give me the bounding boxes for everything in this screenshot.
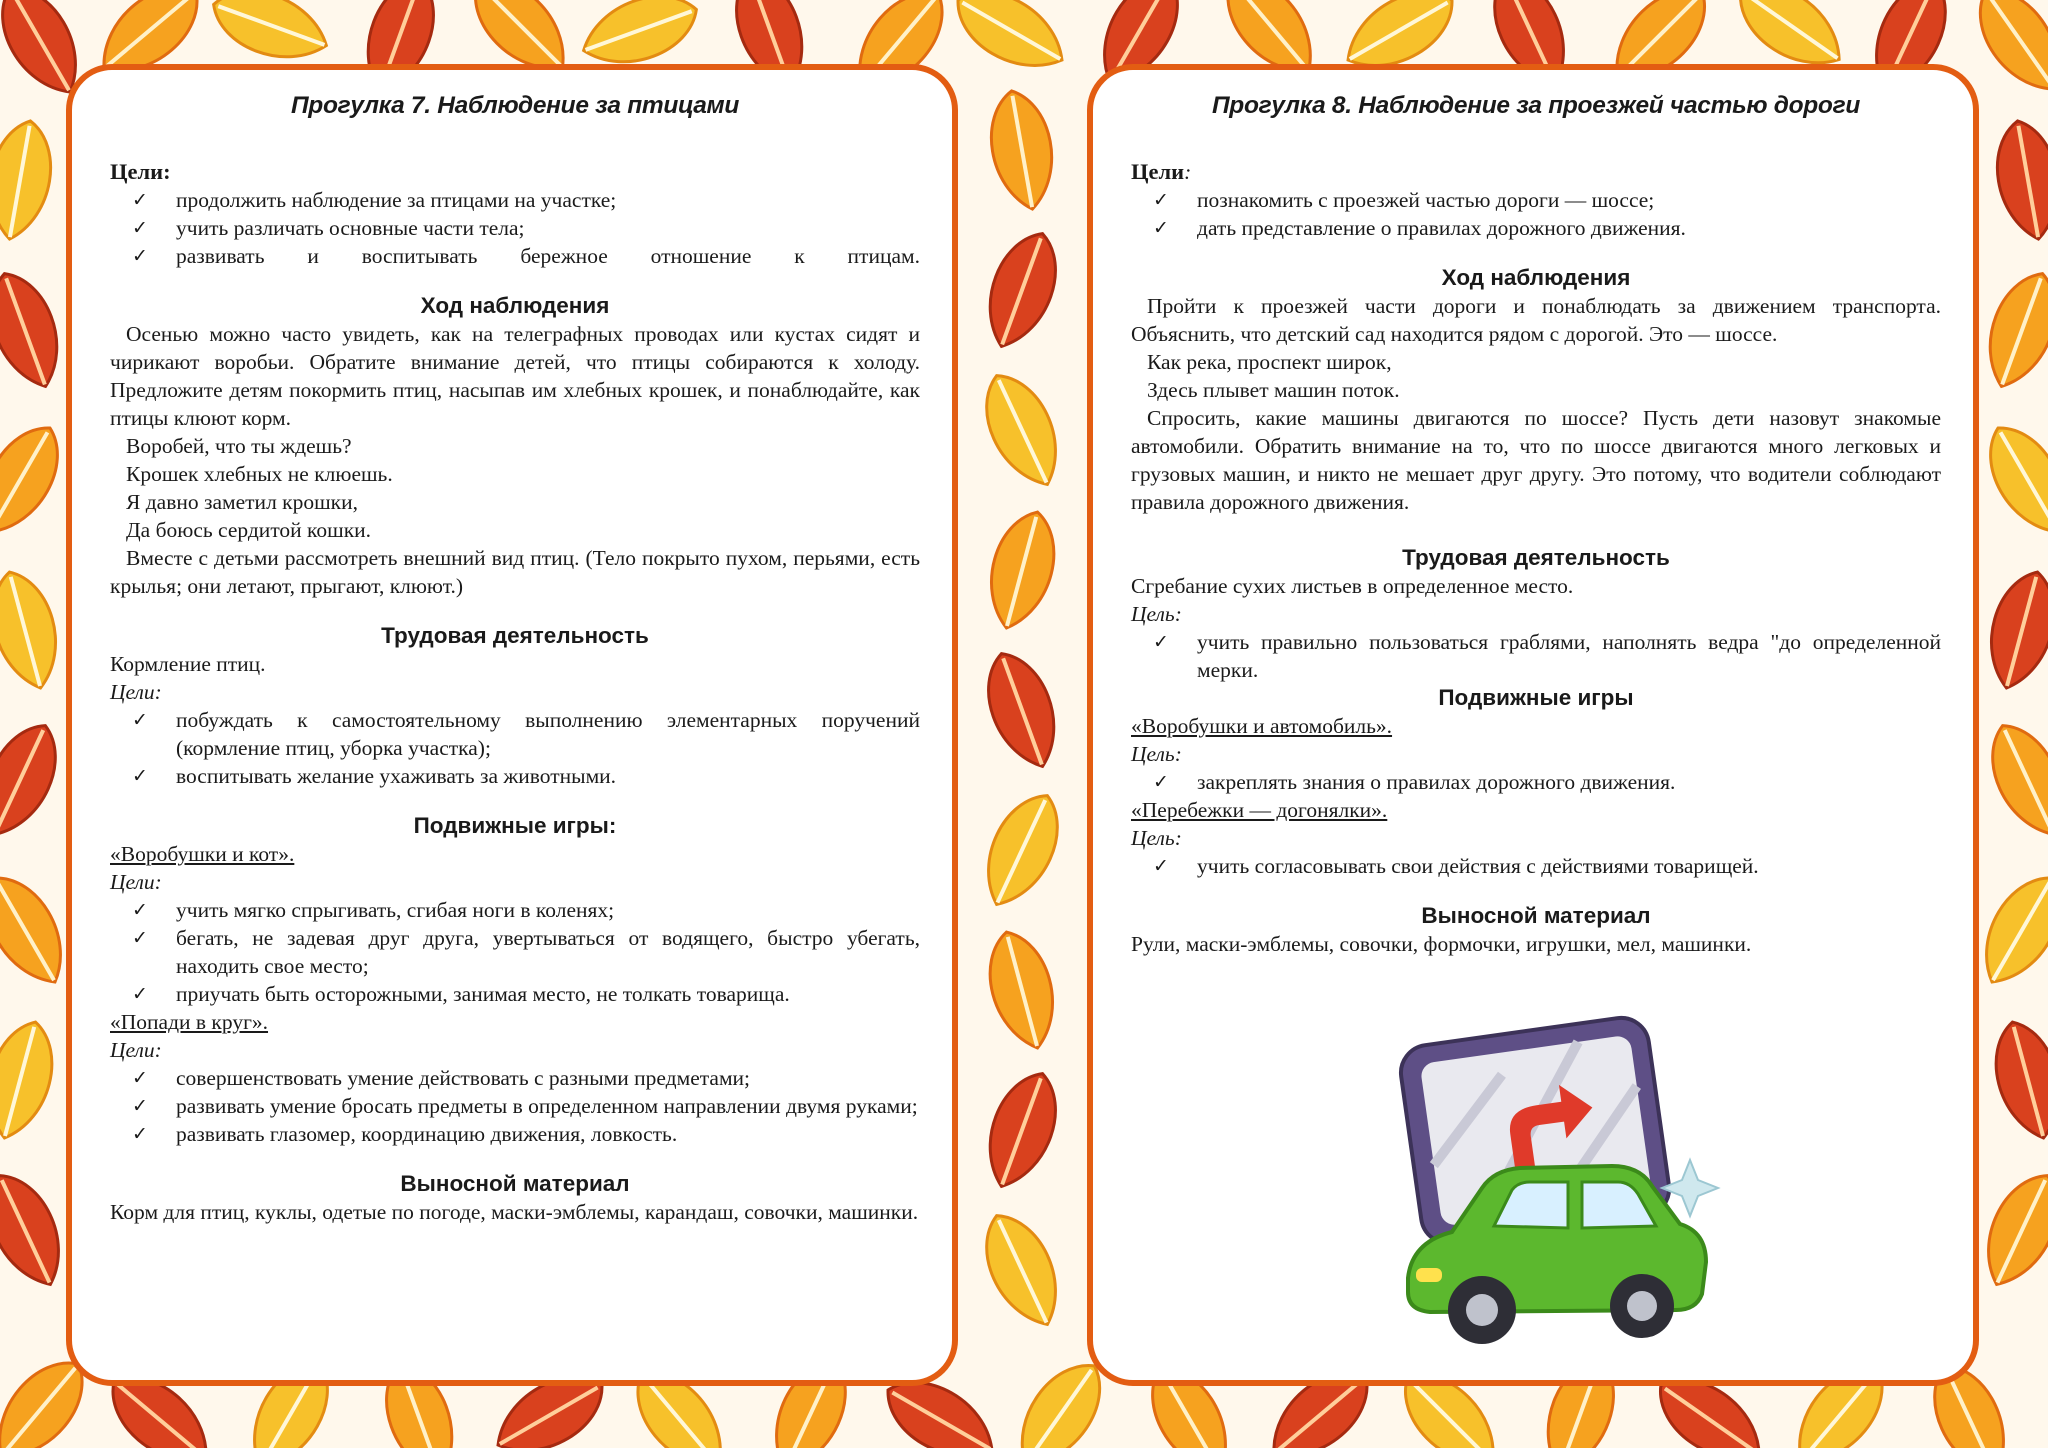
game-2-title: «Перебежки — догонялки».	[1131, 798, 1388, 822]
observation-heading: Ход наблюдения	[420, 293, 610, 318]
game-2-title: «Попади в круг».	[110, 1010, 269, 1034]
walk-7-card	[66, 64, 958, 1386]
goals-colon: :	[1184, 160, 1192, 184]
games-heading: Подвижные игры:	[413, 813, 617, 838]
walk-7-title: Прогулка 7. Наблюдение за птицами	[290, 92, 740, 119]
goals-list	[1131, 186, 1941, 242]
labor-text: Кормление птиц.	[110, 652, 266, 676]
check-icon: ✓	[132, 927, 148, 949]
game-2-goals-list	[110, 1064, 920, 1148]
labor-goals-list	[1131, 628, 1941, 684]
car-navigator-illustration	[1390, 1010, 1730, 1366]
observation-text-2: Вместе с детьми рассмотреть внешний вид птиц. (Тело покрыто пухом, перьями, есть крылья; они летают, прыгают, клюют.)	[110, 546, 920, 598]
check-icon: ✓	[132, 245, 148, 267]
list-item: ✓ учить согласовывать свои действия с действиями товарищей.	[1153, 854, 1759, 878]
list-item: ✓ дать представление о правилах дорожного движения.	[1153, 216, 1686, 240]
goals-heading: Цели	[1131, 159, 1185, 184]
poem-line: Здесь плывет машин поток.	[1147, 378, 1400, 402]
game-2-goals-list	[1131, 852, 1941, 880]
list-item: ✓ развивать умение бросать предметы в определенном направлении двумя руками;	[132, 1094, 918, 1118]
game-1-goal-label: Цель:	[1131, 742, 1182, 766]
list-item: ✓ воспитывать желание ухаживать за животными.	[132, 764, 617, 788]
check-icon: ✓	[132, 765, 148, 787]
check-icon: ✓	[132, 899, 148, 921]
poem-line: Как река, проспект широк,	[1147, 350, 1392, 374]
poem-line: Крошек хлебных не клюешь.	[126, 462, 393, 486]
list-item: ✓ развивать глазомер, координацию движения, ловкость.	[132, 1122, 678, 1146]
check-icon: ✓	[132, 1095, 148, 1117]
game-1-goals-list	[110, 896, 920, 1008]
observation-heading: Ход наблюдения	[1441, 265, 1631, 290]
poem-line: Воробей, что ты ждешь?	[126, 434, 352, 458]
observation-text-2: Спросить, какие машины двигаются по шоссе? Пусть дети назовут знакомые автомобили. Обратить внимание на то, что по шоссе двигаются много легковых и грузовых машин, и никто не мешает друг другу. Это потому, что водители соблюдают правила дорожного движения.	[1131, 406, 1941, 514]
list-item: ✓ учить различать основные части тела;	[132, 216, 525, 240]
material-heading: Выносной материал	[400, 1171, 630, 1196]
walk-8-title: Прогулка 8. Наблюдение за проезжей частью дороги	[1211, 92, 1861, 119]
labor-text: Сгребание сухих листьев в определенное место.	[1131, 574, 1574, 598]
material-heading: Выносной материал	[1421, 903, 1651, 928]
goals-heading: Цели:	[110, 159, 171, 184]
list-item: ✓ развивать и воспитывать бережное отношение к птицам.	[132, 244, 920, 268]
poem-line: Да боюсь сердитой кошки.	[126, 518, 372, 542]
labor-goal-label: Цель:	[1131, 602, 1182, 626]
material-text: Рули, маски-эмблемы, совочки, формочки, игрушки, мел, машинки.	[1131, 932, 1752, 956]
check-icon: ✓	[1153, 189, 1169, 211]
list-item: ✓ побуждать к самостоятельному выполнению элементарных поручений (кормление птиц, уборка участка);	[132, 708, 920, 760]
check-icon: ✓	[1153, 631, 1169, 653]
list-item: ✓ совершенствовать умение действовать с разными предметами;	[132, 1066, 751, 1090]
list-item: ✓ познакомить с проезжей частью дороги — шоссе;	[1153, 188, 1655, 212]
game-1-title: «Воробушки и автомобиль».	[1131, 714, 1393, 738]
list-item: ✓ учить мягко спрыгивать, сгибая ноги в коленях;	[132, 898, 615, 922]
observation-text: Осенью можно часто увидеть, как на телеграфных проводах или кустах сидят и чирикают воробьи. Обратите внимание детей, что птицы собираются к холоду. Предложите детям покормить птиц, насыпав им хлебных крошек, и понаблюдайте, как птицы клюют корм.	[110, 322, 920, 430]
check-icon: ✓	[132, 217, 148, 239]
labor-goals-label: Цели:	[110, 680, 162, 704]
labor-heading: Трудовая деятельность	[1402, 545, 1670, 570]
poem-line: Я давно заметил крошки,	[126, 490, 358, 514]
list-item: ✓ учить правильно пользоваться граблями, наполнять ведра "до определенной мерки.	[1153, 630, 1941, 682]
labor-goals-list	[110, 706, 920, 790]
game-1-goals-label: Цели:	[110, 870, 162, 894]
game-1-title: «Воробушки и кот».	[110, 842, 295, 866]
labor-heading: Трудовая деятельность	[381, 623, 649, 648]
list-item: ✓ закреплять знания о правилах дорожного движения.	[1153, 770, 1676, 794]
check-icon: ✓	[132, 189, 148, 211]
list-item: ✓ продолжить наблюдение за птицами на участке;	[132, 188, 617, 212]
check-icon: ✓	[1153, 217, 1169, 239]
games-heading: Подвижные игры	[1438, 685, 1634, 710]
check-icon: ✓	[1153, 771, 1169, 793]
list-item: ✓ приучать быть осторожными, занимая место, не толкать товарища.	[132, 982, 790, 1006]
game-1-goals-list	[1131, 768, 1941, 796]
check-icon: ✓	[132, 1123, 148, 1145]
goals-list	[110, 186, 920, 270]
check-icon: ✓	[132, 709, 148, 731]
list-item: ✓ бегать, не задевая друг друга, увертываться от водящего, быстро убегать, находить свое место;	[132, 926, 920, 978]
game-2-goals-label: Цели:	[110, 1038, 162, 1062]
check-icon: ✓	[1153, 855, 1169, 877]
observation-text: Пройти к проезжей части дороги и понаблюдать за движением транспорта. Объяснить, что детский сад находится рядом с дорогой. Это — шоссе.	[1131, 294, 1941, 346]
check-icon: ✓	[132, 983, 148, 1005]
game-2-goal-label: Цель:	[1131, 826, 1182, 850]
material-text: Корм для птиц, куклы, одетые по погоде, маски-эмблемы, карандаш, совочки, машинки.	[110, 1200, 919, 1224]
check-icon: ✓	[132, 1067, 148, 1089]
